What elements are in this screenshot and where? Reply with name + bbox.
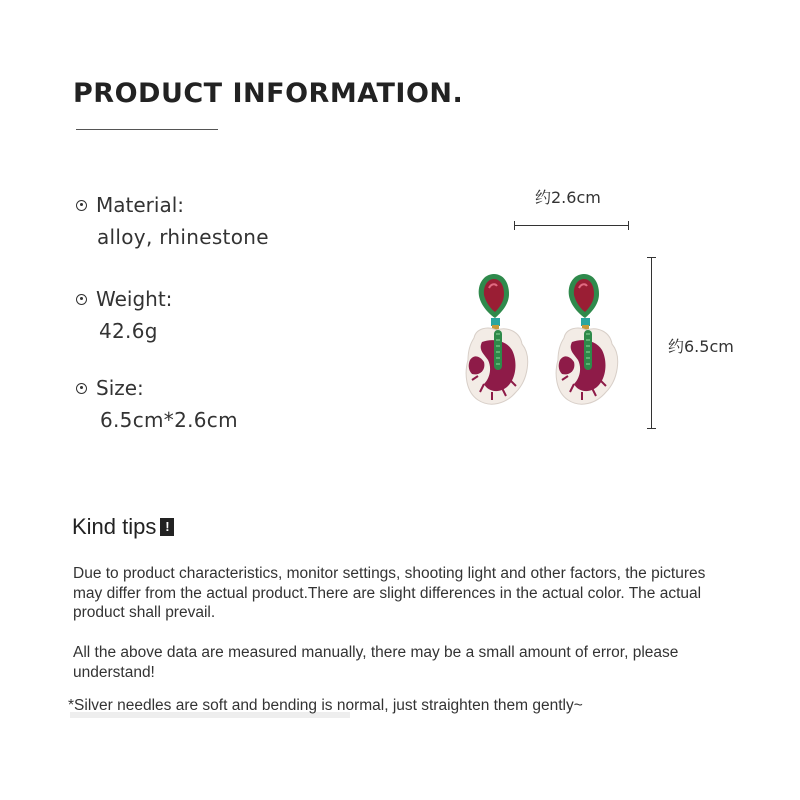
page-title: PRODUCT INFORMATION.: [73, 78, 464, 109]
spec-weight: [76, 287, 172, 343]
earrings-product-image: [462, 268, 642, 428]
width-dimension-label: 约2.6cm: [535, 188, 601, 207]
height-dimension-label: 约6.5cm: [668, 337, 734, 356]
silver-needle-note: *Silver needles are soft and bending is normal, just straighten them gently~: [68, 697, 583, 714]
spec-value: 42.6g: [99, 319, 158, 343]
kind-tips-label: Kind tips: [72, 514, 157, 539]
exclamation-icon: !: [160, 518, 174, 536]
spec-label: Size:: [96, 376, 144, 400]
earring-right: [556, 274, 618, 404]
tips-paragraph-2: All the above data are measured manually, there may be a small amount of error, please understand!: [73, 644, 679, 681]
spec-material: [76, 193, 269, 249]
bullet-icon: [76, 200, 87, 211]
kind-tips-heading: [72, 514, 174, 540]
spec-size: [76, 376, 238, 432]
spec-label: Material:: [96, 193, 184, 217]
spec-label: Weight:: [96, 287, 173, 311]
bullet-icon: [76, 383, 87, 394]
tips-paragraph-1: Due to product characteristics, monitor settings, shooting light and other factors, the pictures may differ from the actual product.There are slight differences in the actual color. The actual product shall prevail.: [73, 565, 706, 621]
height-dimension-line: [651, 257, 652, 429]
bullet-icon: [76, 294, 87, 305]
title-divider: [76, 129, 218, 130]
width-dimension-line: [514, 225, 629, 226]
earring-left: [466, 274, 528, 404]
spec-value: alloy, rhinestone: [97, 225, 269, 249]
spec-value: 6.5cm*2.6cm: [100, 408, 238, 432]
